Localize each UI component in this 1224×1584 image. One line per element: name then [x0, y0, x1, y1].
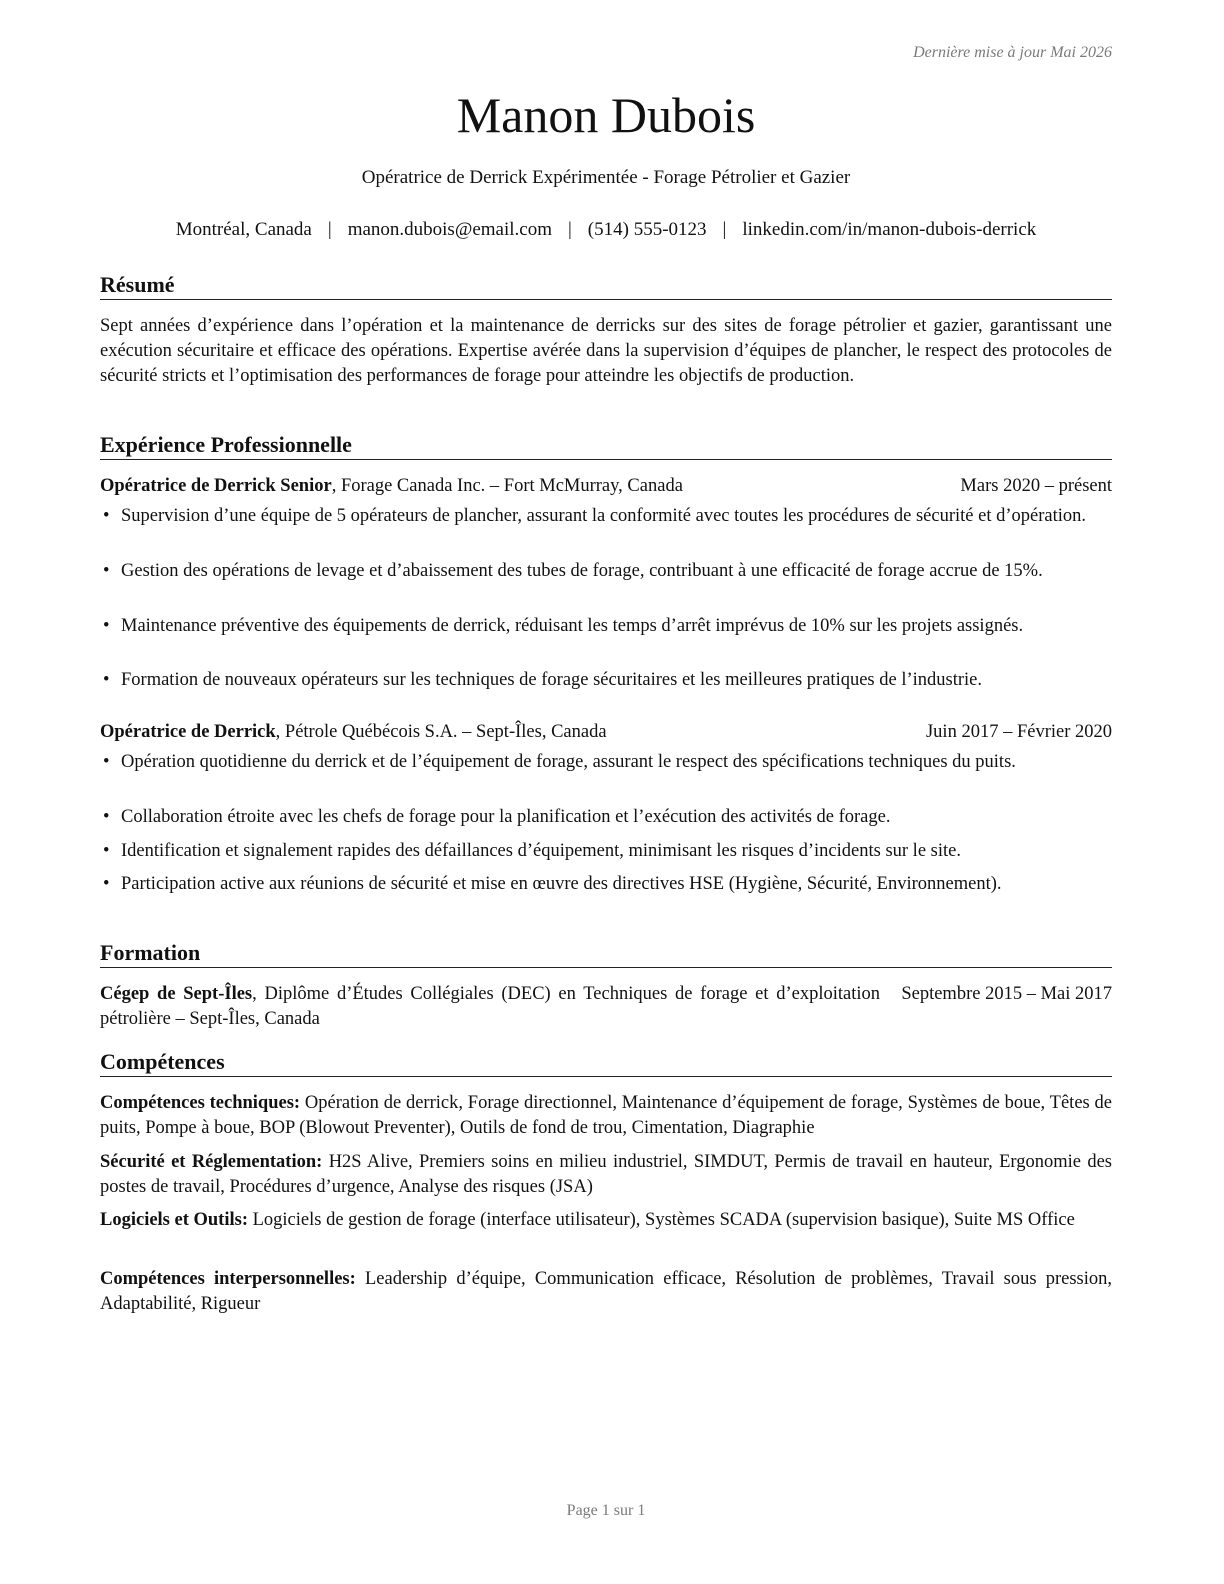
bullet-icon: •: [103, 752, 110, 772]
skill-group: [100, 1267, 1112, 1317]
bullet-text: Collaboration étroite avec les chefs de forage pour la planification et l’exécution des activités de forage.: [121, 807, 891, 827]
list-item: [100, 839, 1112, 864]
headline: Opératrice de Derrick Expérimentée - Forage Pétrolier et Gazier: [361, 167, 851, 188]
bullet-icon: •: [103, 616, 110, 636]
bullet-icon: •: [103, 874, 110, 894]
job-company: , Forage Canada Inc. – Fort McMurray, Canada: [331, 476, 683, 496]
bullet-text: Maintenance préventive des équipements de derrick, réduisant les temps d’arrêt imprévus de 10% sur les projets assignés.: [121, 616, 1024, 636]
section-title-skills: Compétences: [100, 1049, 1112, 1077]
job-dates: Juin 2017 – Février 2020: [925, 722, 1112, 742]
education-dates: Septembre 2015 – Mai 2017: [901, 984, 1112, 1004]
job-title-line: [100, 474, 683, 499]
skill-items: H2S Alive, Premiers soins en milieu industriel, SIMDUT, Permis de travail en hauteur, Ergonomie des postes de travail, Procédures d’urgence, Analyse des risques (JSA): [100, 1152, 1113, 1197]
bullet-text: Formation de nouveaux opérateurs sur les techniques de forage sécuritaires et les meilleures pratiques de l’industrie.: [121, 670, 982, 690]
bullet-icon: •: [103, 841, 110, 861]
job-header: [100, 720, 1112, 745]
job-company: , Pétrole Québécois S.A. – Sept-Îles, Canada: [275, 722, 607, 742]
candidate-name: Manon Dubois: [456, 87, 756, 143]
list-item: [100, 614, 1112, 639]
education-program: , Diplôme d’Études Collégiales (DEC) en Techniques de forage et d’exploitation pétrolière – Sept-Îles, Canada: [100, 984, 880, 1029]
skill-items: Leadership d’équipe, Communication efficace, Résolution de problèmes, Travail sous pression, Adaptabilité, Rigueur: [100, 1269, 1112, 1314]
list-item: [100, 872, 1112, 897]
contact-linkedin[interactable]: linkedin.com/in/manon-dubois-derrick: [742, 219, 1037, 240]
list-item: [100, 805, 1112, 830]
page-number: Page 1 sur 1: [566, 1502, 646, 1519]
bullet-text: Participation active aux réunions de sécurité et mise en œuvre des directives HSE (Hygiène, Sécurité, Environnement).: [121, 874, 1002, 894]
list-item: [100, 750, 1112, 775]
skill-items: Opération de derrick, Forage directionnel, Maintenance d’équipement de forage, Systèmes de boue, Têtes de puits, Pompe à boue, BOP (Blowout Preventer), Outils de fond de trou, Cimentation, Diagraphie: [100, 1093, 1113, 1138]
contact-phone: (514) 555-0123: [587, 219, 707, 240]
skill-group: [100, 1208, 1112, 1233]
contact-separator: |: [327, 219, 332, 240]
education-school: Cégep de Sept-Îles: [100, 984, 253, 1004]
last-updated: Dernière mise à jour Mai 2026: [913, 44, 1112, 61]
skill-group: [100, 1091, 1112, 1141]
bullet-icon: •: [103, 670, 110, 690]
resume-page: [100, 0, 1112, 1584]
section-title-education: Formation: [100, 940, 1112, 968]
job-header: [100, 474, 1112, 499]
contact-email[interactable]: manon.dubois@email.com: [347, 219, 552, 240]
education-details: [100, 982, 880, 1032]
job-title-line: [100, 720, 607, 745]
bullet-icon: •: [103, 561, 110, 581]
list-item: [100, 668, 1118, 693]
section-title-summary: Résumé: [100, 272, 1112, 300]
bullet-text: Identification et signalement rapides des défaillances d’équipement, minimisant les risques d’incidents sur le site.: [121, 841, 961, 861]
contact-separator: |: [722, 219, 727, 240]
bullet-icon: •: [103, 506, 110, 526]
list-item: [100, 559, 1112, 584]
bullet-text: Opération quotidienne du derrick et de l’équipement de forage, assurant le respect des spécifications techniques du puits.: [121, 752, 1016, 772]
list-item: [100, 504, 1112, 529]
skill-group: [100, 1150, 1112, 1200]
job-role: Opératrice de Derrick Senior: [100, 476, 332, 496]
skill-label: Sécurité et Réglementation:: [100, 1152, 323, 1172]
skill-label: Compétences interpersonnelles:: [100, 1269, 356, 1289]
contact-line: [100, 219, 1112, 241]
bullet-icon: •: [103, 807, 110, 827]
bullet-text: Supervision d’une équipe de 5 opérateurs de plancher, assurant la conformité avec toutes les procédures de sécurité et d’opération.: [121, 506, 1087, 526]
bullet-text: Gestion des opérations de levage et d’abaissement des tubes de forage, contribuant à une efficacité de forage accrue de 15%.: [121, 561, 1043, 581]
contact-location: Montréal, Canada: [175, 219, 312, 240]
section-title-experience: Expérience Professionnelle: [100, 432, 1112, 460]
skill-label: Logiciels et Outils:: [100, 1210, 248, 1230]
job-role: Opératrice de Derrick: [100, 722, 276, 742]
contact-separator: |: [567, 219, 572, 240]
summary-text: Sept années d’expérience dans l’opération et la maintenance de derricks sur des sites de forage pétrolier et gazier, garantissant une exécution sécuritaire et efficace des opérations. Expertise avérée dans la supervision d’équipes de plancher, le respect des protocoles de sécurité stricts et l’optimisation des performances de forage pour atteindre les objectifs de production.: [100, 316, 1112, 386]
skill-label: Compétences techniques:: [100, 1093, 301, 1113]
job-dates: Mars 2020 – présent: [960, 476, 1112, 496]
skill-items: Logiciels de gestion de forage (interface utilisateur), Systèmes SCADA (supervision basique), Suite MS Office: [252, 1210, 1075, 1230]
